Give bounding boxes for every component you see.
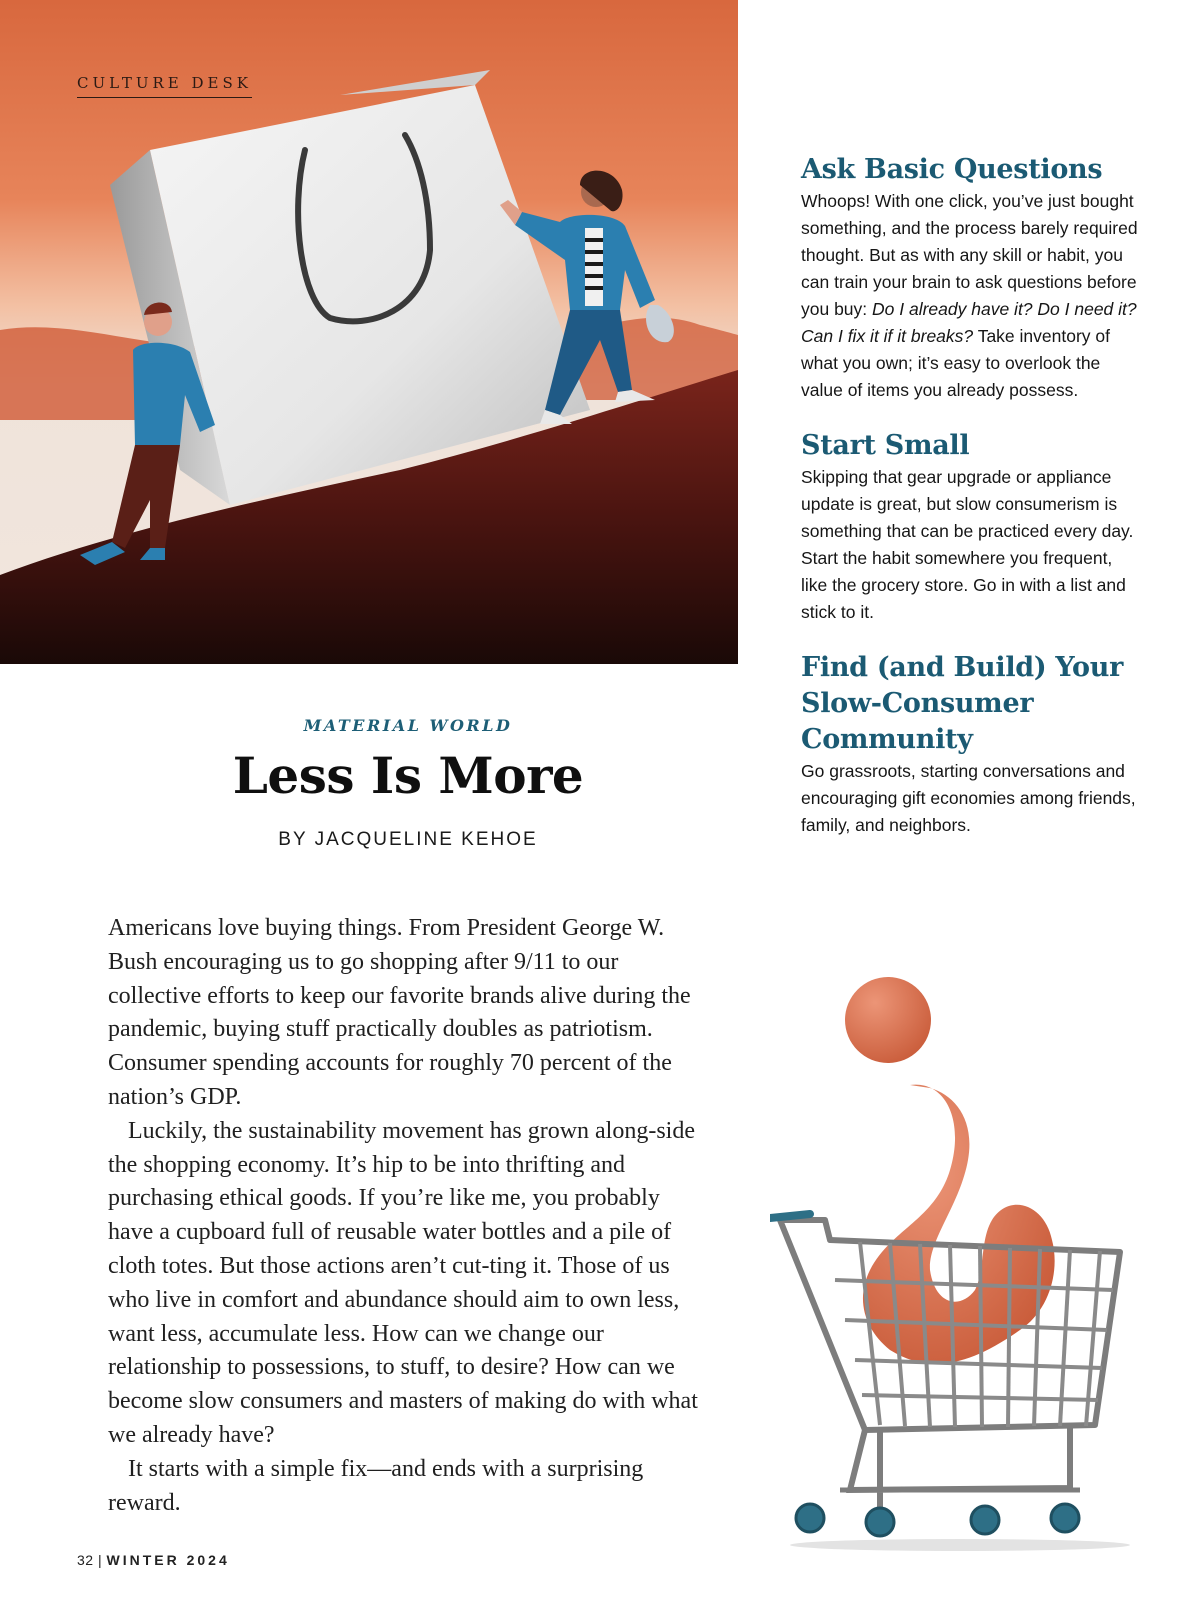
tip-text-part: Whoops! With one click, you’ve just bought something, and the process barely required thought. But as with any skill or habit, you can train your brain to ask questions before you buy:	[801, 191, 1138, 319]
tip-section	[801, 428, 1141, 626]
article-body	[108, 912, 706, 1520]
body-paragraph: It starts with a simple fix—and ends with a surprising reward.	[108, 1455, 644, 1516]
article-kicker: MATERIAL WORLD	[303, 716, 513, 735]
section-label: CULTURE DESK	[77, 74, 252, 98]
tip-text: Skipping that gear upgrade or appliance update is great, but slow consumerism is something that can be practiced every day. Start the habit somewhere you frequent, like the grocery store. Go in with a list and stick to it.	[801, 467, 1134, 622]
question-mark-cart-illustration	[770, 970, 1150, 1575]
folio-separator: |	[97, 1552, 103, 1568]
page-number: 32	[77, 1552, 94, 1568]
page-folio	[77, 1552, 230, 1568]
tip-title: Find (and Build) Your Slow-Consumer Community	[801, 652, 1124, 755]
tip-text-questions: Do I already have it? Do I need it? Can I fix it if it breaks?	[801, 299, 1137, 346]
article-header	[108, 716, 708, 851]
issue-season: WINTER 2024	[106, 1552, 230, 1568]
article-byline: BY JACQUELINE KEHOE	[278, 829, 538, 850]
sidebar-tips	[801, 152, 1141, 863]
tip-text	[801, 188, 1141, 404]
tip-section	[801, 152, 1141, 404]
body-paragraph: Luckily, the sustainability movement has grown along-side the shopping economy. It’s hip to be into thrifting and purchasing ethical goods. If you’re like me, you probably have a cupboard full of reusable water bottles and a pile of cloth totes. But those actions aren’t cut-ting it. Those of us who live in comfort and abundance should aim to own less, want less, accumulate less. How can we change our relationship to possessions, to stuff, to desire? How can we become slow consumers and masters of making do with what we already have?	[108, 1117, 698, 1448]
tip-text: Go grassroots, starting conversations and encouraging gift economies among friends, family, and neighbors.	[801, 761, 1136, 835]
tip-section	[801, 650, 1141, 839]
article-title: Less Is More	[232, 746, 584, 805]
tip-title: Ask Basic Questions	[801, 154, 1103, 185]
hero-illustration	[0, 0, 738, 664]
tip-title: Start Small	[801, 430, 970, 461]
body-paragraph: Americans love buying things. From President George W. Bush encouraging us to go shopping after 9/11 to our collective efforts to keep our favorite brands alive during the pandemic, buying stuff practically doubles as patriotism. Consumer spending accounts for roughly 70 percent of the nation’s GDP.	[108, 915, 691, 1110]
shopping-bag-scene-icon	[0, 0, 738, 664]
shopping-cart-icon	[770, 970, 1150, 1570]
tip-text-part: Take inventory of what you own; it’s easy to overlook the value of items you already possess.	[801, 326, 1110, 400]
